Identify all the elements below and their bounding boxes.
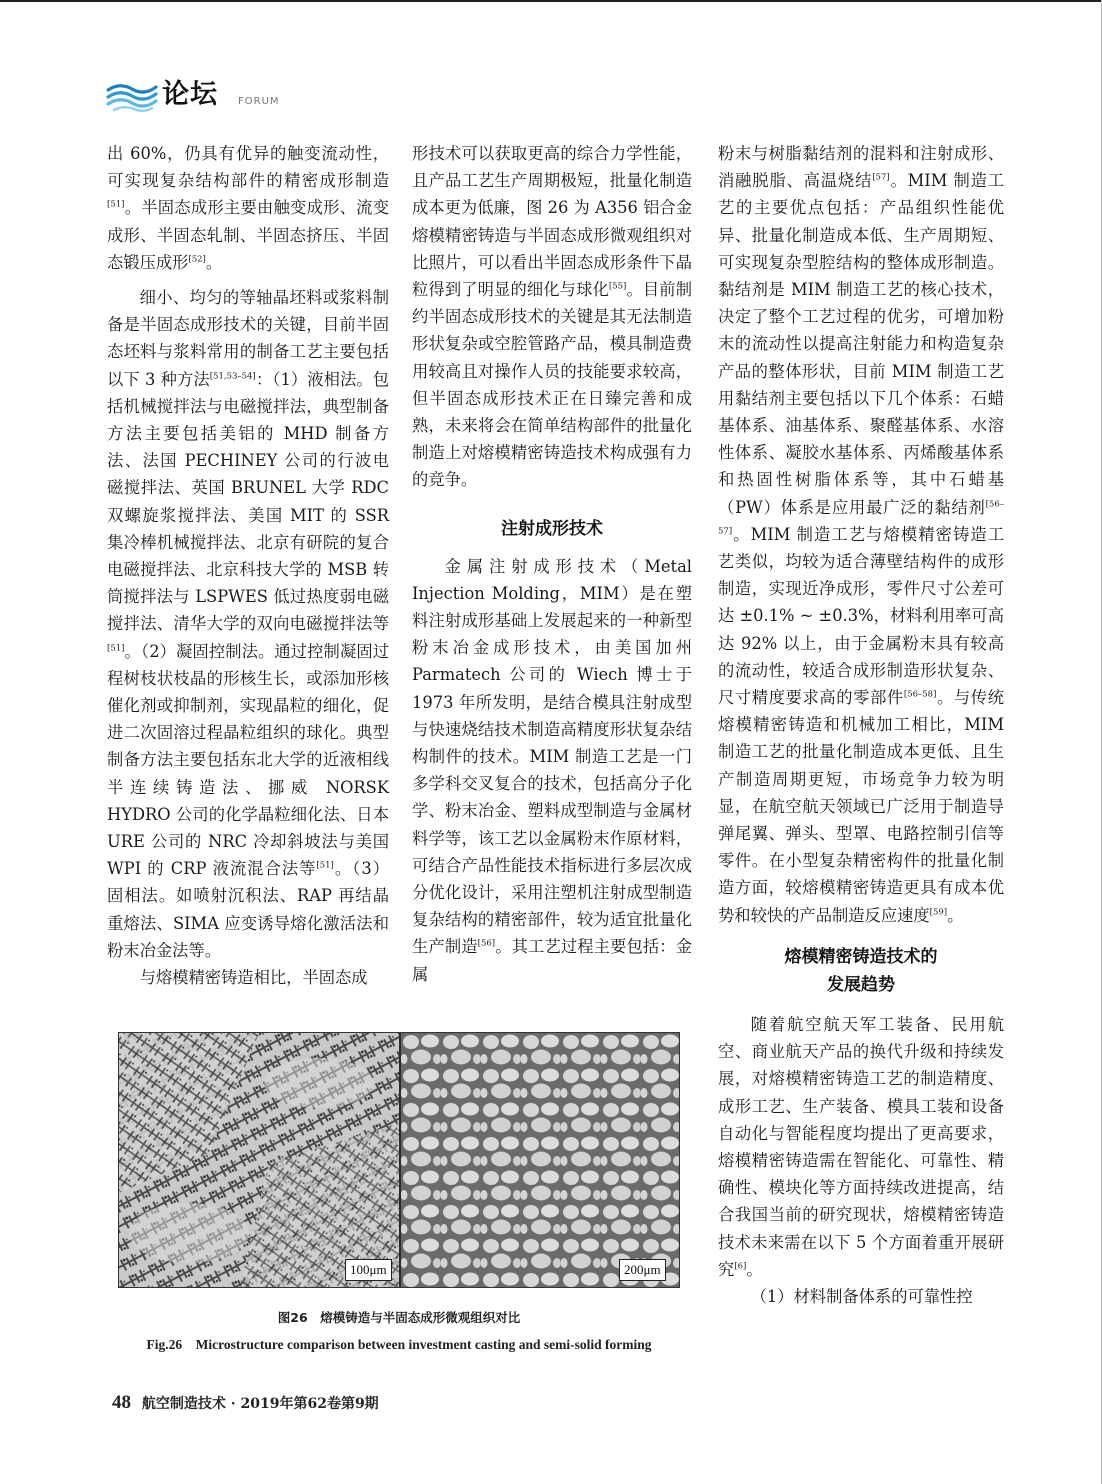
- text-run: 。与传统熔模精密铸造和机械加工相比，MIM 制造工艺的批量化制造成本更低、且生产制造周期更短，市场竞争力较为明显，在航空航天领域已广泛用于制造导弹尾翼、弹头、型罩、电路控制引信等零件。在小型复杂精密构件的批量化制造方面，较熔模精密铸造更具有成本优势和较快的产品制造反应速度: [718, 688, 1004, 925]
- citation: [6]: [734, 1261, 747, 1272]
- text-run: 。（2）凝固控制法。通过控制凝固过程树枝状枝晶的形核生长，或添加形核催化剂或抑制剂，实现晶粒的细化，促进二次固溶过程晶粒组织的球化。典型制备方法主要包括东北大学的近液相线半连续铸造法、挪威 NORSK HYDRO 公司的化学晶粒细化法、日本 URE 公司的 NRC 冷却斜坡法与美国 WPI 的 CRP 液流混合法等: [107, 641, 389, 879]
- heading-line: 发展趋势: [827, 974, 895, 995]
- top-rule: [0, 0, 1102, 2]
- paragraph: [412, 140, 692, 494]
- citation: [51]: [316, 860, 334, 871]
- figure-26: [118, 1032, 680, 1288]
- citation: [56–58]: [903, 689, 937, 700]
- paragraph: [718, 140, 1004, 929]
- paragraph: [718, 1011, 1004, 1283]
- micrograph-semi-solid: [401, 1033, 680, 1288]
- text-run: 细小、均匀的等轴晶坯料或浆料制备是半固态成形技术的关键，目前半固态坯料与浆料常用的制备工艺主要包括以下 3 种方法: [107, 288, 389, 389]
- paragraph: [412, 553, 692, 988]
- paragraph: （1）材料制备体系的可靠性控: [750, 1286, 973, 1306]
- citation: [55]: [608, 281, 627, 292]
- citation: [51,53–54]: [209, 371, 256, 382]
- paragraph: [107, 284, 389, 964]
- text-column-2: [412, 140, 692, 988]
- text-run: 。半固态成形主要由触变成形、流变成形、半固态轧制、半固态挤压、半固态锻压成形: [107, 198, 389, 272]
- paragraph: 与熔模精密铸造相比，半固态成: [139, 968, 368, 988]
- figure-caption-cn: 图26 熔模铸造与半固态成形微观组织对比: [277, 1310, 521, 1325]
- text-column-3: [718, 140, 1004, 1310]
- text-run: 粉末与树脂黏结剂的混料和注射成形、消融脱脂、高温烧结: [718, 144, 1004, 191]
- text-run: ：（1）液相法。包括机械搅拌法与电磁搅拌法，典型制备方法主要包括美铝的 MHD 制备方法、法国 PECHINEY 公司的行波电磁搅拌法、英国 BRUNEL 大学 RDC 双螺旋浆搅拌法、美国 MIT 的 SSR 集冷棒机械搅拌法、北京有研院的复合电磁搅拌法、北京科技大学的 MSB 转筒搅拌法与 LSPWES 低过热度弱电磁搅拌法、清华大学的双向电磁搅拌法等: [107, 369, 389, 634]
- text-run: 。: [205, 252, 223, 272]
- text-run: 金属注射成形技术（Metal Injection Molding，MIM）是在塑料注射成形基础上发展起来的一种新型粉末冶金成形技术，由美国加州 Parmatech 公司的 Wiech 博士于 1973 年所发明，是结合模具注射成型与快速烧结技术制造高精度形状复杂结构制件的技术。MIM 制造工艺是一门多学科交叉复合的技术，包括高分子化学、粉末冶金、塑料成型制造与金属材料学等，该工艺以金属粉末作原材料，可结合产品性能技术指标进行多层次成分优化设计，采用注塑机注射成型制造复杂结构的精密部件，较为适宜批量化生产制造: [412, 556, 692, 957]
- text-run: 出 60%，仍具有优异的触变流动性，可实现复杂结构部件的精密成形制造: [107, 144, 389, 191]
- text-run: 。: [746, 1259, 763, 1279]
- citation: [51]: [107, 643, 125, 654]
- scale-bar-right: 200μm: [619, 1259, 666, 1281]
- micrograph-investment-casting: [119, 1033, 399, 1288]
- citation: [56–57]: [718, 499, 1004, 537]
- text-run: 。其工艺过程主要包括：金属: [412, 937, 692, 984]
- heading-line: 熔模精密铸造技术的: [784, 946, 938, 967]
- text-run: 。目前制约半固态成形技术的关键是其无法制造形状复杂或空腔管路产品，模具制造费用较高且对操作人员的技能要求较高，但半固态成形技术正在日臻完善和成熟，未来将会在简单结构部件的批量化制造上对熔模精密铸造技术构成强有力的竞争。: [412, 280, 692, 490]
- text-run: 形技术可以获取更高的综合力学性能，且产品工艺生产周期极短，批量化制造成本更为低廉，图 26 为 A356 铝合金熔模精密铸造与半固态成形微观组织对比照片，可以看出半固态成形条件下晶粒得到了明显的细化与球化: [412, 144, 692, 300]
- citation: [59]: [929, 907, 948, 918]
- text-run: 随着航空航天军工装备、民用航空、商业航天产品的换代升级和持续发展，对熔模精密铸造工艺的制造精度、成形工艺、生产装备、模具工装和设备自动化与智能程度均提出了更高要求，熔模精密铸造需在智能化、可靠性、精确性、模块化等方面持续改进提高，结合我国当前的研究现状，熔模精密铸造技术未来需在以下 5 个方面着重开展研究: [718, 1014, 1004, 1279]
- citation: [57]: [872, 172, 890, 183]
- heading-trend: [718, 943, 1004, 999]
- figure-caption-en: Fig.26 Microstructure comparison between investment casting and semi-solid forming: [146, 1337, 652, 1352]
- section-subtitle: FORUM: [238, 96, 280, 107]
- text-column-1: [107, 140, 389, 991]
- text-run: 。MIM 制造工艺的主要优点包括：产品组织性能优异、批量化制造成本低、生产周期短、可实现复杂型腔结构的整体成形制造。黏结剂是 MIM 制造工艺的核心技术，决定了整个工艺过程的优劣，可增加粉末的流动性以提高注射能力和构造复杂产品的整体形状，目前 MIM 制造工艺用黏结剂主要包括以下几个体系：石蜡基体系、油基体系、聚醛基体系、水溶性体系、凝胶水基体系、丙烯酸基体系和热固性树脂体系等，其中石蜡基（PW）体系是应用最广泛的黏结剂: [718, 171, 1004, 517]
- wave-logo-icon: [106, 80, 158, 112]
- section-header: [106, 78, 306, 118]
- citation: [56]: [477, 939, 496, 950]
- journal-info: 航空制造技术 · 2019年第62卷第9期: [141, 1396, 379, 1412]
- text-run: 。: [947, 905, 964, 925]
- page-footer: [112, 1392, 379, 1414]
- paragraph: [107, 140, 389, 276]
- page-number: 48: [112, 1392, 131, 1413]
- text-run: 。（3）固相法。如喷射沉积法、RAP 再结晶重熔法、SIMA 应变诱导熔化激活法和粉末冶金法等。: [107, 859, 389, 960]
- scale-bar-left: 100μm: [345, 1259, 392, 1281]
- text-run: 。MIM 制造工艺与熔模精密铸造工艺类似，均较为适合薄壁结构件的成形制造，实现近净成形，零件尺寸公差可达 ±0.1% ~ ±0.3%，材料利用率可高达 92% 以上，由于金属粉末具有较高的流动性，较适合成形制造形状复杂、尺寸精度要求高的零部件: [718, 524, 1004, 708]
- citation: [51]: [107, 199, 125, 210]
- heading-mim: 注射成形技术: [501, 518, 603, 539]
- citation: [52]: [188, 254, 206, 265]
- section-title: 论坛: [162, 79, 218, 110]
